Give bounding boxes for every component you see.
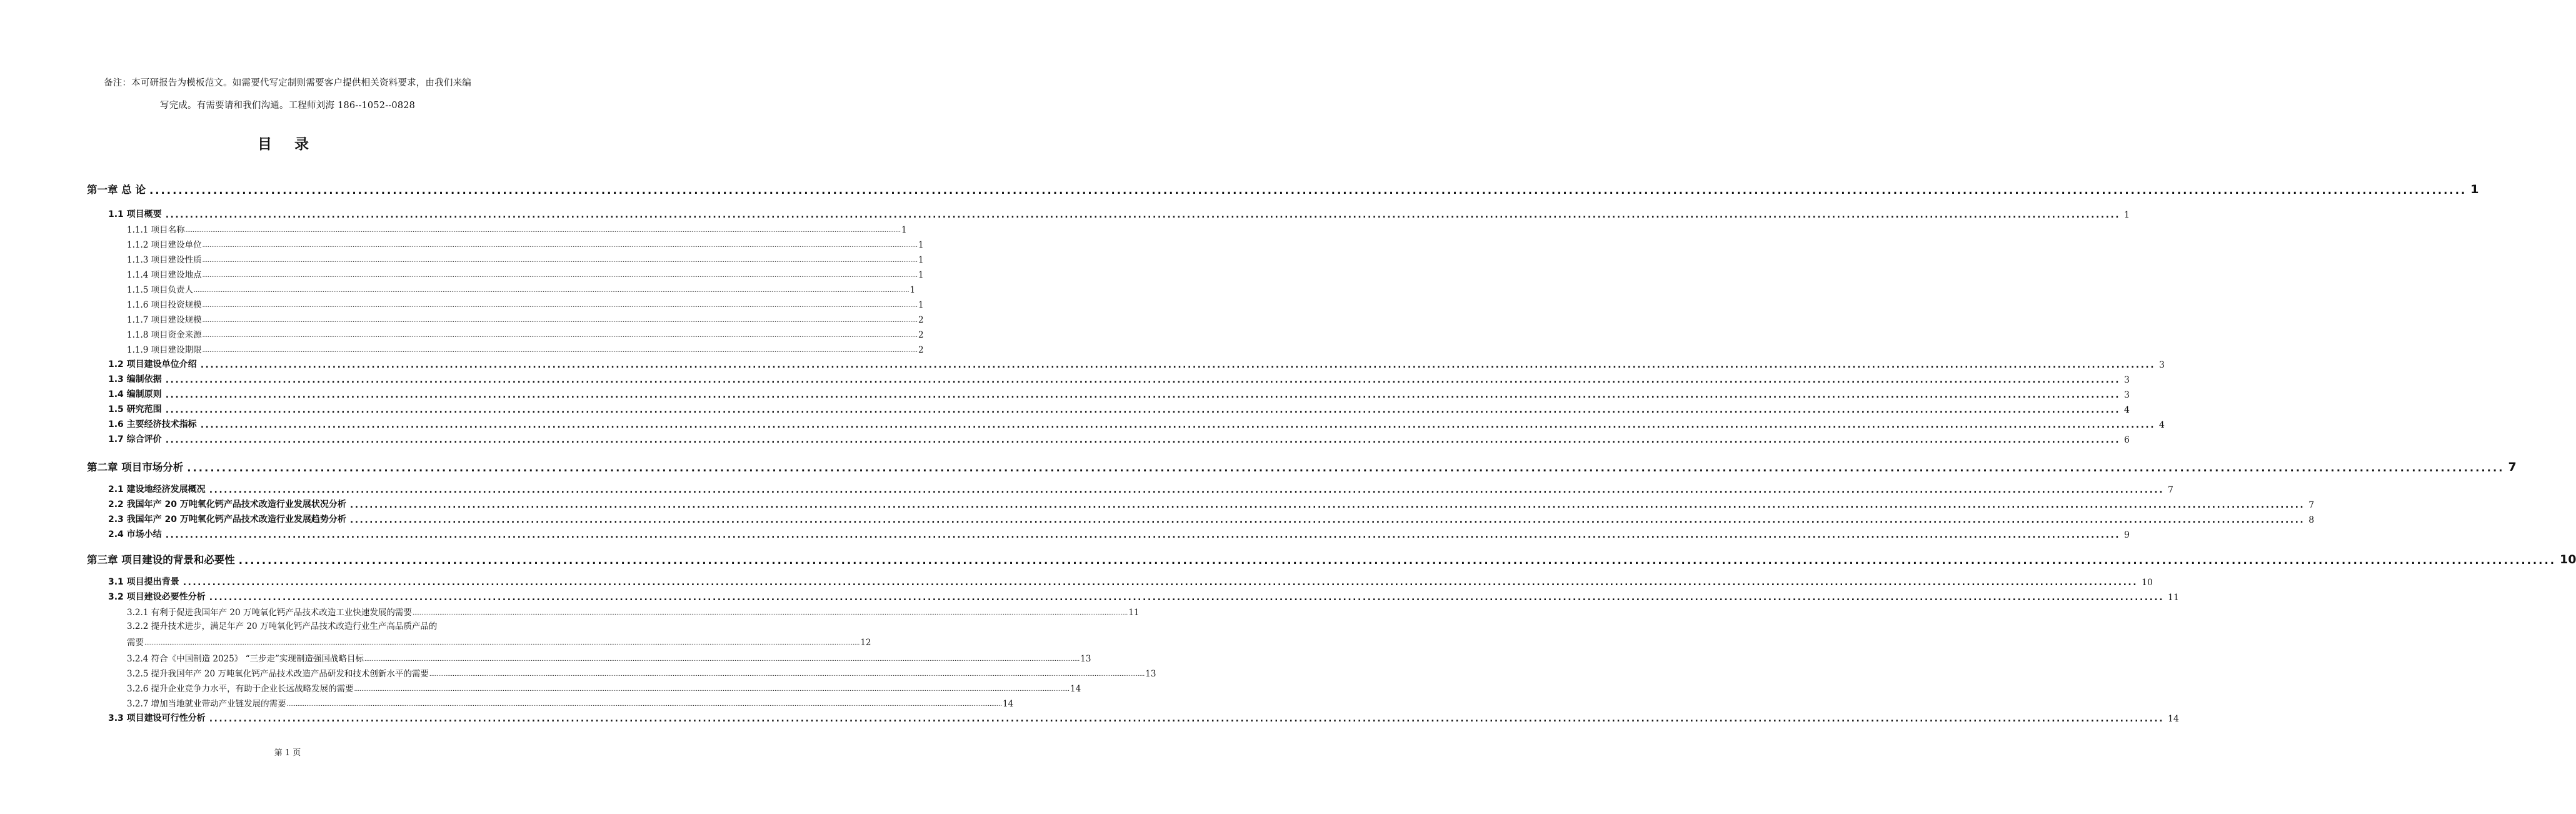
toc-entry-label: 3.1 项目提出背景 (108, 577, 179, 587)
toc-entry-label: 1.1.1 项目名称 (127, 225, 185, 235)
toc-entry-label: 1.7 综合评价 (108, 435, 162, 445)
toc-page-number: 2 (918, 345, 924, 355)
toc-entry-section[interactable] (108, 431, 2130, 445)
toc-leader-dots: ................................................................................................................................................................................................................................................................................................................................................................................................................ (202, 258, 918, 264)
toc-entry-label: 3.2.7 增加当地就业带动产业链发展的需要 (127, 699, 286, 709)
toc-page-number: 1 (910, 285, 916, 295)
toc-page-number: 1 (2124, 210, 2130, 220)
toc-entry-label: 1.4 编制原则 (108, 389, 162, 399)
toc-page-number: 1 (918, 270, 924, 280)
toc-entry-sub[interactable] (127, 281, 916, 295)
toc-leader-dots: ................................................................................................................................................................................................................................................................................................................................................................................................................ (354, 686, 1070, 693)
toc-leader-dots: ................................................................................................................................................................................................................................................................................................................................................................................................................ (165, 375, 2121, 385)
toc-page-number: 14 (1070, 684, 1081, 694)
toc-page-number: 11 (1128, 608, 1140, 618)
toc-entry-section[interactable] (108, 356, 2165, 370)
toc-leader-dots: ................................................................................................................................................................................................................................................................................................................................................................................................................ (286, 701, 1002, 708)
toc-page-number: 8 (2308, 515, 2315, 525)
toc-page-number: 1 (901, 225, 907, 235)
toc-entry-section[interactable] (108, 511, 2315, 525)
toc-entry-section[interactable] (108, 401, 2130, 415)
toc-page-number: 13 (1145, 669, 1156, 679)
toc-entry-section[interactable] (108, 574, 2153, 588)
toc-entry-label: 1.1.6 项目投资规模 (127, 300, 202, 310)
toc-page-number: 1 (918, 240, 924, 250)
toc-entry-label: 1.1.7 项目建设规模 (127, 315, 202, 325)
toc-leader-dots: ................................................................................................................................................................................................................................................................................................................................................................................................................ (165, 530, 2121, 540)
toc-entry-label: 1.1.3 项目建设性质 (127, 255, 202, 265)
toc-leader-dots: ................................................................................................................................................................................................................................................................................................................................................................................................................ (238, 555, 2556, 566)
toc-entry-sub[interactable] (127, 604, 1140, 618)
toc-entry-label: 1.1 项目概要 (108, 209, 162, 219)
toc-entry-chapter[interactable] (87, 549, 2576, 566)
toc-leader-dots: ................................................................................................................................................................................................................................................................................................................................................................................................................ (200, 420, 2156, 430)
toc-entry-sub[interactable] (127, 680, 1081, 694)
toc-entry-section[interactable] (108, 206, 2130, 220)
toc-page-number: 1 (2470, 183, 2479, 196)
toc-leader-dots: ................................................................................................................................................................................................................................................................................................................................................................................................................ (202, 333, 918, 339)
toc-entry-label: 1.5 研究范围 (108, 404, 162, 415)
toc-leader-dots: ................................................................................................................................................................................................................................................................................................................................................................................................................ (165, 435, 2121, 445)
toc-leader-dots: ................................................................................................................................................................................................................................................................................................................................................................................................................ (364, 656, 1080, 663)
toc-entry-label: 1.6 主要经济技术指标 (108, 420, 197, 430)
toc-entry-label: 2.4 市场小结 (108, 530, 162, 540)
toc-leader-dots: ................................................................................................................................................................................................................................................................................................................................................................................................................ (202, 318, 918, 324)
toc-leader-dots: ................................................................................................................................................................................................................................................................................................................................................................................................................ (202, 243, 918, 249)
toc-entry-label: 3.2.5 提升我国年产 20 万吨氧化钙产品技术改造产品研发和技术创新水平的需要 (127, 669, 429, 679)
toc-entry-sub[interactable] (127, 236, 924, 250)
toc-leader-dots: ................................................................................................................................................................................................................................................................................................................................................................................................................ (209, 593, 2165, 603)
toc-entry-label: 2.1 建设地经济发展概况 (108, 485, 206, 495)
toc-page-number: 4 (2159, 420, 2165, 430)
toc-entry-sub[interactable] (127, 650, 1091, 664)
toc-entry-label: 1.1.5 项目负责人 (127, 285, 194, 295)
toc-entry-label: 第三章 项目建设的背景和必要性 (87, 554, 235, 566)
toc-entry-label: 3.2.2 提升技术进步，满足年产 20 万吨氧化钙产品技术改造行业生产高品质产品的 (127, 621, 438, 631)
toc-page-number: 7 (2168, 485, 2173, 495)
toc-entry-sub[interactable] (127, 665, 1156, 679)
toc-leader-dots: ................................................................................................................................................................................................................................................................................................................................................................................................................ (165, 390, 2121, 400)
toc-leader-dots: ................................................................................................................................................................................................................................................................................................................................................................................................................ (165, 210, 2121, 220)
toc-entry-section[interactable] (108, 371, 2130, 385)
toc-entry-label: 1.1.9 项目建设期限 (127, 345, 202, 355)
toc-page-number: 14 (1002, 699, 1014, 709)
toc-entry-chapter[interactable] (87, 456, 2517, 474)
toc-leader-dots: ................................................................................................................................................................................................................................................................................................................................................................................................................ (200, 360, 2156, 370)
toc-page-number: 6 (2124, 435, 2130, 445)
toc-leader-dots: ................................................................................................................................................................................................................................................................................................................................................................................................................ (349, 515, 2305, 525)
toc-entry-section[interactable] (108, 589, 2179, 603)
toc-page-number: 4 (2124, 405, 2130, 415)
toc-leader-dots: ................................................................................................................................................................................................................................................................................................................................................................................................................ (209, 714, 2165, 724)
toc-leader-dots: ................................................................................................................................................................................................................................................................................................................................................................................................................ (209, 485, 2165, 495)
toc-entry-sub[interactable] (127, 634, 871, 648)
toc-page-number: 13 (1080, 654, 1091, 664)
note-line-2: 写完成。有需要请和我们沟通。工程师刘海 186--1052--0828 (159, 101, 416, 111)
toc-page-number: 2 (918, 330, 924, 340)
toc-page-number: 7 (2508, 460, 2517, 474)
toc-entry-label: 2.3 我国年产 20 万吨氧化钙产品技术改造行业发展趋势分析 (108, 515, 346, 525)
toc-leader-dots: ................................................................................................................................................................................................................................................................................................................................................................................................................ (165, 405, 2121, 415)
toc-entry-label: 1.3 编制依据 (108, 374, 162, 384)
toc-page-number: 3 (2124, 390, 2130, 400)
toc-entry-sub[interactable] (127, 695, 1014, 709)
toc-entry-sub[interactable] (127, 326, 924, 340)
toc-entry-section[interactable] (108, 416, 2165, 430)
toc-entry-sub[interactable] (127, 311, 924, 325)
toc-leader-dots: ................................................................................................................................................................................................................................................................................................................................................................................................................ (202, 303, 918, 309)
toc-entry-section[interactable] (108, 710, 2179, 724)
toc-page-number: 3 (2124, 375, 2130, 385)
toc-entry-section[interactable] (108, 526, 2130, 540)
toc-leader-dots: ................................................................................................................................................................................................................................................................................................................................................................................................................ (185, 228, 901, 234)
toc-page-number: 1 (918, 255, 924, 265)
toc-leader-dots: ................................................................................................................................................................................................................................................................................................................................................................................................................ (187, 462, 2505, 474)
toc-entry-section[interactable] (108, 496, 2315, 510)
toc-page-number: 14 (2168, 714, 2179, 724)
toc-page-number: 3 (2159, 360, 2165, 370)
toc-entry-sub[interactable] (127, 296, 924, 310)
toc-entry-label: 需要 (127, 638, 144, 648)
toc-leader-dots: ................................................................................................................................................................................................................................................................................................................................................................................................................ (429, 671, 1145, 678)
toc-entry-section[interactable] (108, 386, 2130, 400)
toc-title: 目 录 (257, 136, 318, 153)
toc-page-number: 12 (860, 638, 871, 648)
toc-entry-label: 1.1.4 项目建设地点 (127, 270, 202, 280)
toc-leader-dots: ................................................................................................................................................................................................................................................................................................................................................................................................................ (144, 640, 860, 646)
toc-entry-section[interactable] (108, 481, 2173, 495)
toc-entry-chapter[interactable] (87, 179, 2479, 196)
toc-page-number: 10 (2142, 578, 2153, 588)
toc-leader-dots: ................................................................................................................................................................................................................................................................................................................................................................................................................ (412, 610, 1128, 616)
toc-leader-dots: ................................................................................................................................................................................................................................................................................................................................................................................................................ (149, 184, 2467, 196)
toc-page-number: 2 (918, 315, 924, 325)
toc-leader-dots: ................................................................................................................................................................................................................................................................................................................................................................................................................ (194, 288, 910, 294)
toc-entry-sub[interactable] (127, 266, 924, 280)
toc-page-number: 1 (918, 300, 924, 310)
toc-entry-label: 2.2 我国年产 20 万吨氧化钙产品技术改造行业发展状况分析 (108, 500, 346, 510)
toc-leader-dots: ................................................................................................................................................................................................................................................................................................................................................................................................................ (202, 273, 918, 279)
toc-entry-label: 3.2.6 提升企业竞争力水平，有助于企业长远战略发展的需要 (127, 684, 354, 694)
toc-entry-label: 1.1.8 项目资金来源 (127, 330, 202, 340)
toc-entry-sub[interactable] (127, 251, 924, 265)
toc-entry-label: 第二章 项目市场分析 (87, 461, 184, 473)
toc-entry-label: 3.2.1 有利于促进我国年产 20 万吨氧化钙产品技术改造工业快速发展的需要 (127, 608, 412, 618)
toc-page-number: 7 (2308, 500, 2315, 510)
toc-page-number: 11 (2168, 593, 2179, 603)
toc-leader-dots: ................................................................................................................................................................................................................................................................................................................................................................................................................ (202, 348, 918, 354)
toc-entry-label: 3.2.4 符合《中国制造 2025》 “三步走”实现制造强国战略目标 (127, 654, 364, 664)
toc-entry-label: 3.3 项目建设可行性分析 (108, 713, 206, 723)
toc-page-number: 10 (2559, 553, 2576, 566)
toc-leader-dots: ................................................................................................................................................................................................................................................................................................................................................................................................................ (349, 500, 2305, 510)
toc-entry-sub[interactable] (127, 341, 924, 355)
page-footer: 第 1 页 (274, 748, 301, 758)
toc-entry-label: 第一章 总 论 (87, 184, 146, 196)
note-line-1: 备注：本可研报告为模板范文。如需要代写定制则需要客户提供相关资料要求，由我们来编 (104, 78, 471, 88)
toc-entry-sub[interactable] (127, 221, 907, 235)
toc-entry-label: 3.2 项目建设必要性分析 (108, 592, 206, 602)
toc-leader-dots: ................................................................................................................................................................................................................................................................................................................................................................................................................ (183, 578, 2138, 588)
toc-entry-label: 1.1.2 项目建设单位 (127, 240, 202, 250)
toc-page-number: 9 (2124, 530, 2130, 540)
toc-entry-label: 1.2 项目建设单位介绍 (108, 359, 197, 369)
